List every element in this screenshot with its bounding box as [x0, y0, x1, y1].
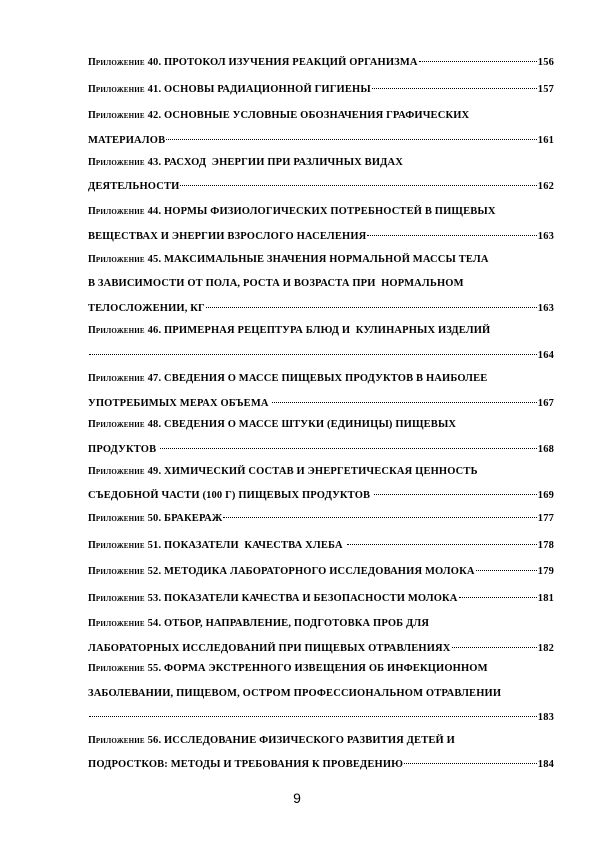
toc-line	[88, 730, 554, 752]
appendix-prefix: Приложение	[88, 663, 145, 674]
entry-page-number: 163	[537, 303, 554, 314]
toc-line	[88, 414, 554, 436]
appendix-prefix: Приложение	[88, 206, 145, 217]
entry-title: 41. ОСНОВЫ РАДИАЦИОННОЙ ГИГИЕНЫ	[147, 84, 371, 95]
dot-leader	[180, 182, 536, 186]
dot-leader	[419, 58, 537, 62]
appendix-prefix: Приложение	[88, 57, 145, 68]
appendix-prefix: Приложение	[88, 618, 145, 629]
toc-line	[88, 588, 554, 610]
dot-leader	[452, 644, 537, 648]
entry-page-number: 182	[537, 643, 554, 654]
entry-page-number: 162	[537, 181, 554, 192]
entry-title: ЗАБОЛЕВАНИИ, ПИЩЕВОМ, ОСТРОМ ПРОФЕССИОНАЛЬНОМ ОТРАВЛЕНИИ	[88, 688, 502, 699]
toc-line	[88, 561, 554, 583]
toc-line	[88, 508, 554, 530]
entry-title: СЪЕДОБНОЙ ЧАСТИ (100 Г) ПИЩЕВЫХ ПРОДУКТОВ	[88, 490, 373, 501]
toc-line	[88, 320, 554, 342]
appendix-prefix: Приложение	[88, 466, 145, 477]
entry-title: ПРОДУКТОВ	[88, 444, 159, 455]
entry-page-number: 167	[537, 398, 554, 409]
dot-leader	[374, 491, 537, 495]
entry-title: ЛАБОРАТОРНЫХ ИССЛЕДОВАНИЙ ПРИ ПИЩЕВЫХ ОТРАВЛЕНИЯХ	[88, 643, 451, 654]
entry-page-number: 183	[537, 712, 554, 723]
toc-line	[88, 754, 554, 776]
appendix-prefix: Приложение	[88, 254, 145, 265]
dot-leader	[367, 232, 536, 236]
entry-title: В ЗАВИСИМОСТИ ОТ ПОЛА, РОСТА И ВОЗРАСТА ПРИ НОРМАЛЬНОМ	[88, 278, 464, 289]
page-number: 9	[293, 790, 301, 806]
toc-line	[88, 226, 554, 248]
entry-title: 40. ПРОТОКОЛ ИЗУЧЕНИЯ РЕАКЦИЙ ОРГАНИЗМА	[147, 57, 418, 68]
toc-line	[88, 683, 554, 705]
entry-title: ДЕЯТЕЛЬНОСТИ	[88, 181, 180, 192]
dot-leader	[206, 304, 537, 308]
appendix-prefix: Приложение	[88, 84, 145, 95]
entry-title: 54. ОТБОР, НАПРАВЛЕНИЕ, ПОДГОТОВКА ПРОБ ДЛЯ	[147, 618, 430, 629]
dot-leader	[89, 351, 537, 355]
entry-title: 45. МАКСИМАЛЬНЫЕ ЗНАЧЕНИЯ НОРМАЛЬНОЙ МАССЫ ТЕЛА	[147, 254, 489, 265]
toc-line	[88, 152, 554, 174]
toc-line	[88, 249, 554, 271]
entry-title: 51. ПОКАЗАТЕЛИ КАЧЕСТВА ХЛЕБА	[147, 540, 346, 551]
entry-title: 47. СВЕДЕНИЯ О МАССЕ ПИЩЕВЫХ ПРОДУКТОВ В НАИБОЛЕЕ	[147, 373, 488, 384]
entry-title: 56. ИССЛЕДОВАНИЕ ФИЗИЧЕСКОГО РАЗВИТИЯ ДЕТЕЙ И	[147, 735, 455, 746]
appendix-prefix: Приложение	[88, 325, 145, 336]
dot-leader	[404, 760, 537, 764]
entry-title: 53. ПОКАЗАТЕЛИ КАЧЕСТВА И БЕЗОПАСНОСТИ МОЛОКА	[147, 593, 458, 604]
appendix-prefix: Приложение	[88, 419, 145, 430]
entry-page-number: 163	[537, 231, 554, 242]
entry-title: ТЕЛОСЛОЖЕНИИ, КГ	[88, 303, 205, 314]
toc-line	[88, 345, 554, 367]
entry-page-number: 178	[537, 540, 554, 551]
entry-page-number: 184	[537, 759, 554, 770]
entry-page-number: 181	[537, 593, 554, 604]
dot-leader	[476, 567, 537, 571]
entry-title: 42. ОСНОВНЫЕ УСЛОВНЫЕ ОБОЗНАЧЕНИЯ ГРАФИЧЕСКИХ	[147, 110, 470, 121]
toc-line	[88, 79, 554, 101]
appendix-prefix: Приложение	[88, 110, 145, 121]
entry-title: 46. ПРИМЕРНАЯ РЕЦЕПТУРА БЛЮД И КУЛИНАРНЫХ ИЗДЕЛИЙ	[147, 325, 491, 336]
appendix-prefix: Приложение	[88, 566, 145, 577]
entry-title: 55. ФОРМА ЭКСТРЕННОГО ИЗВЕЩЕНИЯ ОБ ИНФЕКЦИОННОМ	[147, 663, 488, 674]
appendix-prefix: Приложение	[88, 513, 145, 524]
entry-title: 44. НОРМЫ ФИЗИОЛОГИЧЕСКИХ ПОТРЕБНОСТЕЙ В ПИЩЕВЫХ	[147, 206, 496, 217]
entry-title: МАТЕРИАЛОВ	[88, 135, 166, 146]
entry-page-number: 168	[537, 444, 554, 455]
dot-leader	[223, 514, 536, 518]
entry-page-number: 169	[537, 490, 554, 501]
toc-line	[88, 658, 554, 680]
toc-line	[88, 130, 554, 152]
toc-line	[88, 52, 554, 74]
entry-page-number: 157	[537, 84, 554, 95]
appendix-prefix: Приложение	[88, 373, 145, 384]
appendix-prefix: Приложение	[88, 735, 145, 746]
appendix-prefix: Приложение	[88, 593, 145, 604]
toc-line	[88, 368, 554, 390]
dot-leader	[347, 541, 537, 545]
appendix-prefix: Приложение	[88, 157, 145, 168]
dot-leader	[166, 136, 537, 140]
dot-leader	[272, 399, 536, 403]
entry-page-number: 164	[537, 350, 554, 361]
entry-title: УПОТРЕБИМЫХ МЕРАХ ОБЪЕМА	[88, 398, 272, 409]
dot-leader	[459, 594, 537, 598]
entry-title: ВЕЩЕСТВАХ И ЭНЕРГИИ ВЗРОСЛОГО НАСЕЛЕНИЯ	[88, 231, 367, 242]
entry-title: 52. МЕТОДИКА ЛАБОРАТОРНОГО ИССЛЕДОВАНИЯ МОЛОКА	[147, 566, 475, 577]
toc-line	[88, 707, 554, 729]
toc-line	[88, 298, 554, 320]
toc-line	[88, 201, 554, 223]
toc-line	[88, 273, 554, 295]
toc-line	[88, 393, 554, 415]
toc-line	[88, 535, 554, 557]
toc-line	[88, 461, 554, 483]
entry-title: 50. БРАКЕРАЖ	[147, 513, 223, 524]
entry-page-number: 179	[537, 566, 554, 577]
entry-page-number: 156	[537, 57, 554, 68]
entry-title: ПОДРОСТКОВ: МЕТОДЫ И ТРЕБОВАНИЯ К ПРОВЕДЕНИЮ	[88, 759, 404, 770]
entry-title: 43. РАСХОД ЭНЕРГИИ ПРИ РАЗЛИЧНЫХ ВИДАХ	[147, 157, 403, 168]
toc-line	[88, 176, 554, 198]
entry-page-number: 161	[537, 135, 554, 146]
toc-line	[88, 439, 554, 461]
toc-line	[88, 638, 554, 660]
entry-title: 49. ХИМИЧЕСКИЙ СОСТАВ И ЭНЕРГЕТИЧЕСКАЯ ЦЕННОСТЬ	[147, 466, 478, 477]
appendix-prefix: Приложение	[88, 540, 145, 551]
entry-title: 48. СВЕДЕНИЯ О МАССЕ ШТУКИ (ЕДИНИЦЫ) ПИЩЕВЫХ	[147, 419, 457, 430]
toc-line	[88, 613, 554, 635]
toc-line	[88, 485, 554, 507]
dot-leader	[160, 445, 537, 449]
entry-page-number: 177	[537, 513, 554, 524]
dot-leader	[89, 713, 537, 717]
dot-leader	[372, 85, 537, 89]
toc-line	[88, 105, 554, 127]
